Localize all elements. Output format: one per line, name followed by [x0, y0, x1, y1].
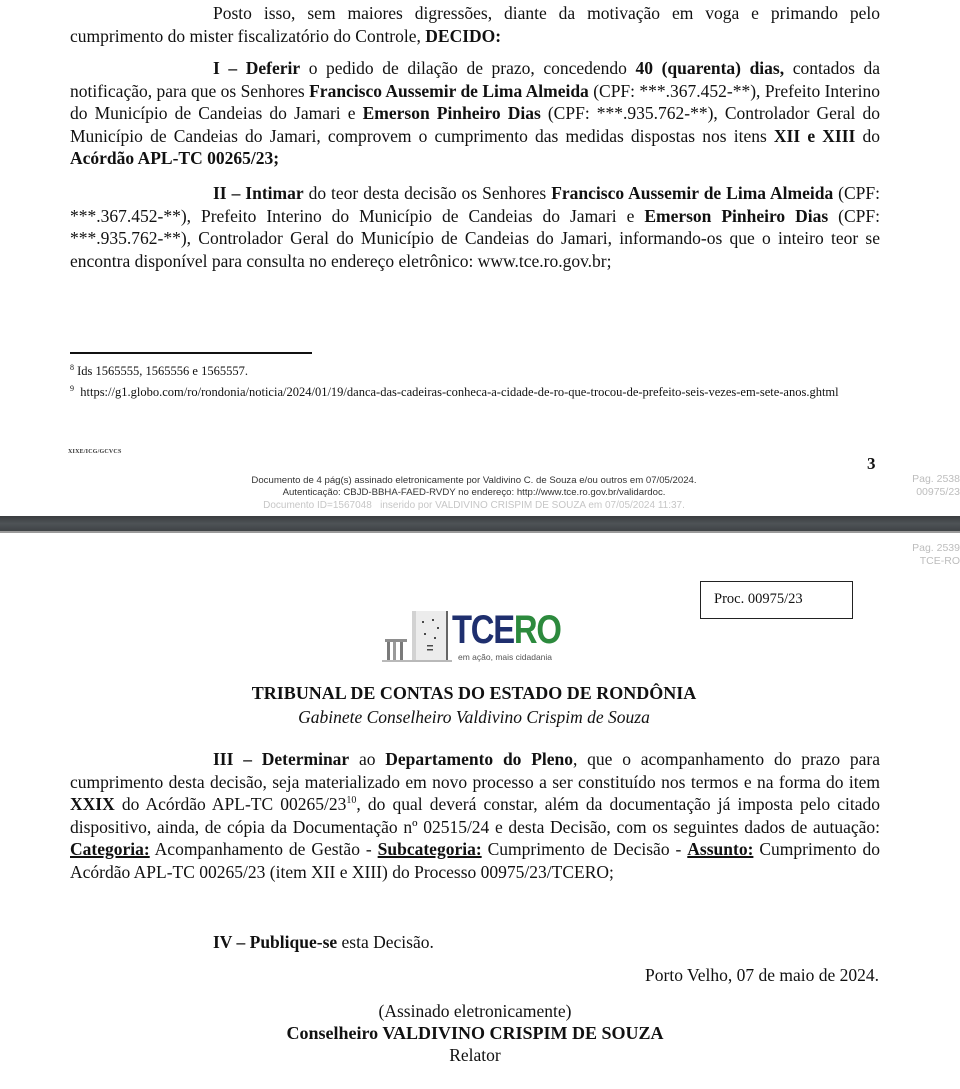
page-separator — [0, 516, 960, 533]
footnote-9-link[interactable]: https://g1.globo.com/ro/rondonia/noticia/2024/01/19/danca-das-cadeiras-conheca-a-cidade-de-ro-que-trocou-de-prefeito-seis-vezes-em-sete-anos.ghtml — [80, 385, 839, 399]
place-and-date: Porto Velho, 07 de maio de 2024. — [645, 965, 879, 985]
footnote-9: $^9$ https://g1.globo.com/ro/rondonia/noticia/2024/01/19/danca-das-cadeiras-conheca-a-cidade-de-ro-que-trocou-de-prefeito-seis-vezes-em-sete-anos.ghtml — [70, 384, 839, 399]
paragraph-item-2: II – Intimar do teor desta decisão os Senhores Francisco Aussemir de Lima Almeida (CPF: ***.367.452-**), Prefeito Interino do Município de Candeias do Jamari e Emerson Pinheiro Dias (CPF: ***.935.762-**), Controlador Geral do Município de Candeias do Jamari, informando-os que o inteiro teor se encontra disponível para consulta no endereço eletrônico: www.tce.ro.gov.br; — [70, 183, 881, 271]
process-number-box: Proc. 00975/23 — [700, 581, 853, 619]
footnote-divider — [70, 352, 312, 354]
margin-page-label: Pag. 2539 — [912, 542, 960, 554]
logo-wordmark: TCERO — [452, 608, 561, 652]
document-code: XIXE/ICG/GCVCS — [68, 449, 122, 455]
margin-page-note — [880, 473, 960, 498]
decido-label: DECIDO: — [425, 25, 502, 46]
signature-line-1: Documento de 4 pág(s) assinado eletronicamente por Valdivino C. de Souza e/ou outros em 07/05/2024. — [251, 475, 697, 486]
document-page-3 — [0, 0, 960, 516]
margin-org-label: TCE-RO — [919, 554, 960, 567]
logo-tagline: em ação, mais cidadania — [458, 652, 553, 662]
cabinet-subtitle: Gabinete Conselheiro Valdivino Crispim de Souza — [298, 707, 650, 727]
footnote-ref-10: 10 — [346, 795, 357, 807]
paragraph-item-1: I – Deferir o pedido de dilação de prazo, concedendo 40 (quarenta) dias, contados da notificação, para que os Senhores Francisco Aussemir de Lima Almeida (CPF: ***.367.452-**), Prefeito Interino do Município de Candeias do Jamari e Emerson Pinheiro Dias (CPF: ***.935.762-**), Controlador Geral do Município de Candeias do Jamari, comprovem o cumprimento das medidas dispostas nos itens XII e XIII do Acórdão APL-TC 00265/23; — [70, 58, 880, 169]
margin-process-label: 00975/23 — [916, 485, 960, 498]
signature-line-2: Autenticação: CBJD-BBHA-FAED-RVDY no endereço: http://www.tce.ro.gov.br/validardoc. — [282, 487, 666, 498]
footnote-8: $^8$ Ids 1565555, 1565556 e 1565557. — [70, 363, 248, 378]
paragraph-intro: Posto isso, sem maiores digressões, diante da motivação em voga e primando pelo cumprimento do mister fiscalizatório do Controle, DECIDO: — [70, 3, 880, 46]
page-number: 3 — [867, 454, 876, 473]
signature-line-3: Documento ID=1567048 inserido por VALDIVINO CRISPIM DE SOUZA em 07/05/2024 11:37. — [263, 500, 685, 511]
paragraph-item-3: III – Determinar ao Departamento do Pleno, que o acompanhamento do prazo para cumprimento desta decisão, seja materializado em novo processo a ser constituído nos termos e na forma do item XXIX do Acórdão APL-TC $00265/23^{10}$, do qual deverá constar, além da documentação já imposta pelo citado dispositivo, ainda, de cópia da Documentação nº 02515/24 e desta Decisão, com os seguintes dados de autuação: Categoria: Acompanhamento de Gestão - Subcategoria: Cumprimento de Decisão - Assunto: Cumprimento do Acórdão APL-TC 00265/23 (item XII e XIII) do Processo 00975/23/TCERO; — [70, 749, 880, 882]
building-icon — [382, 607, 454, 665]
signer-role: Relator — [449, 1045, 501, 1065]
margin-page-note-2 — [880, 542, 960, 567]
margin-page-label: Pag. 2538 — [912, 473, 960, 485]
institution-title: TRIBUNAL DE CONTAS DO ESTADO DE RONDÔNIA — [251, 683, 697, 703]
signer-name: Conselheiro VALDIVINO CRISPIM DE SOUZA — [286, 1023, 664, 1043]
signed-note: (Assinado eletronicamente) — [378, 1001, 572, 1021]
paragraph-item-4: IV – Publique-se esta Decisão. — [213, 932, 434, 952]
tcero-logo — [382, 607, 564, 665]
